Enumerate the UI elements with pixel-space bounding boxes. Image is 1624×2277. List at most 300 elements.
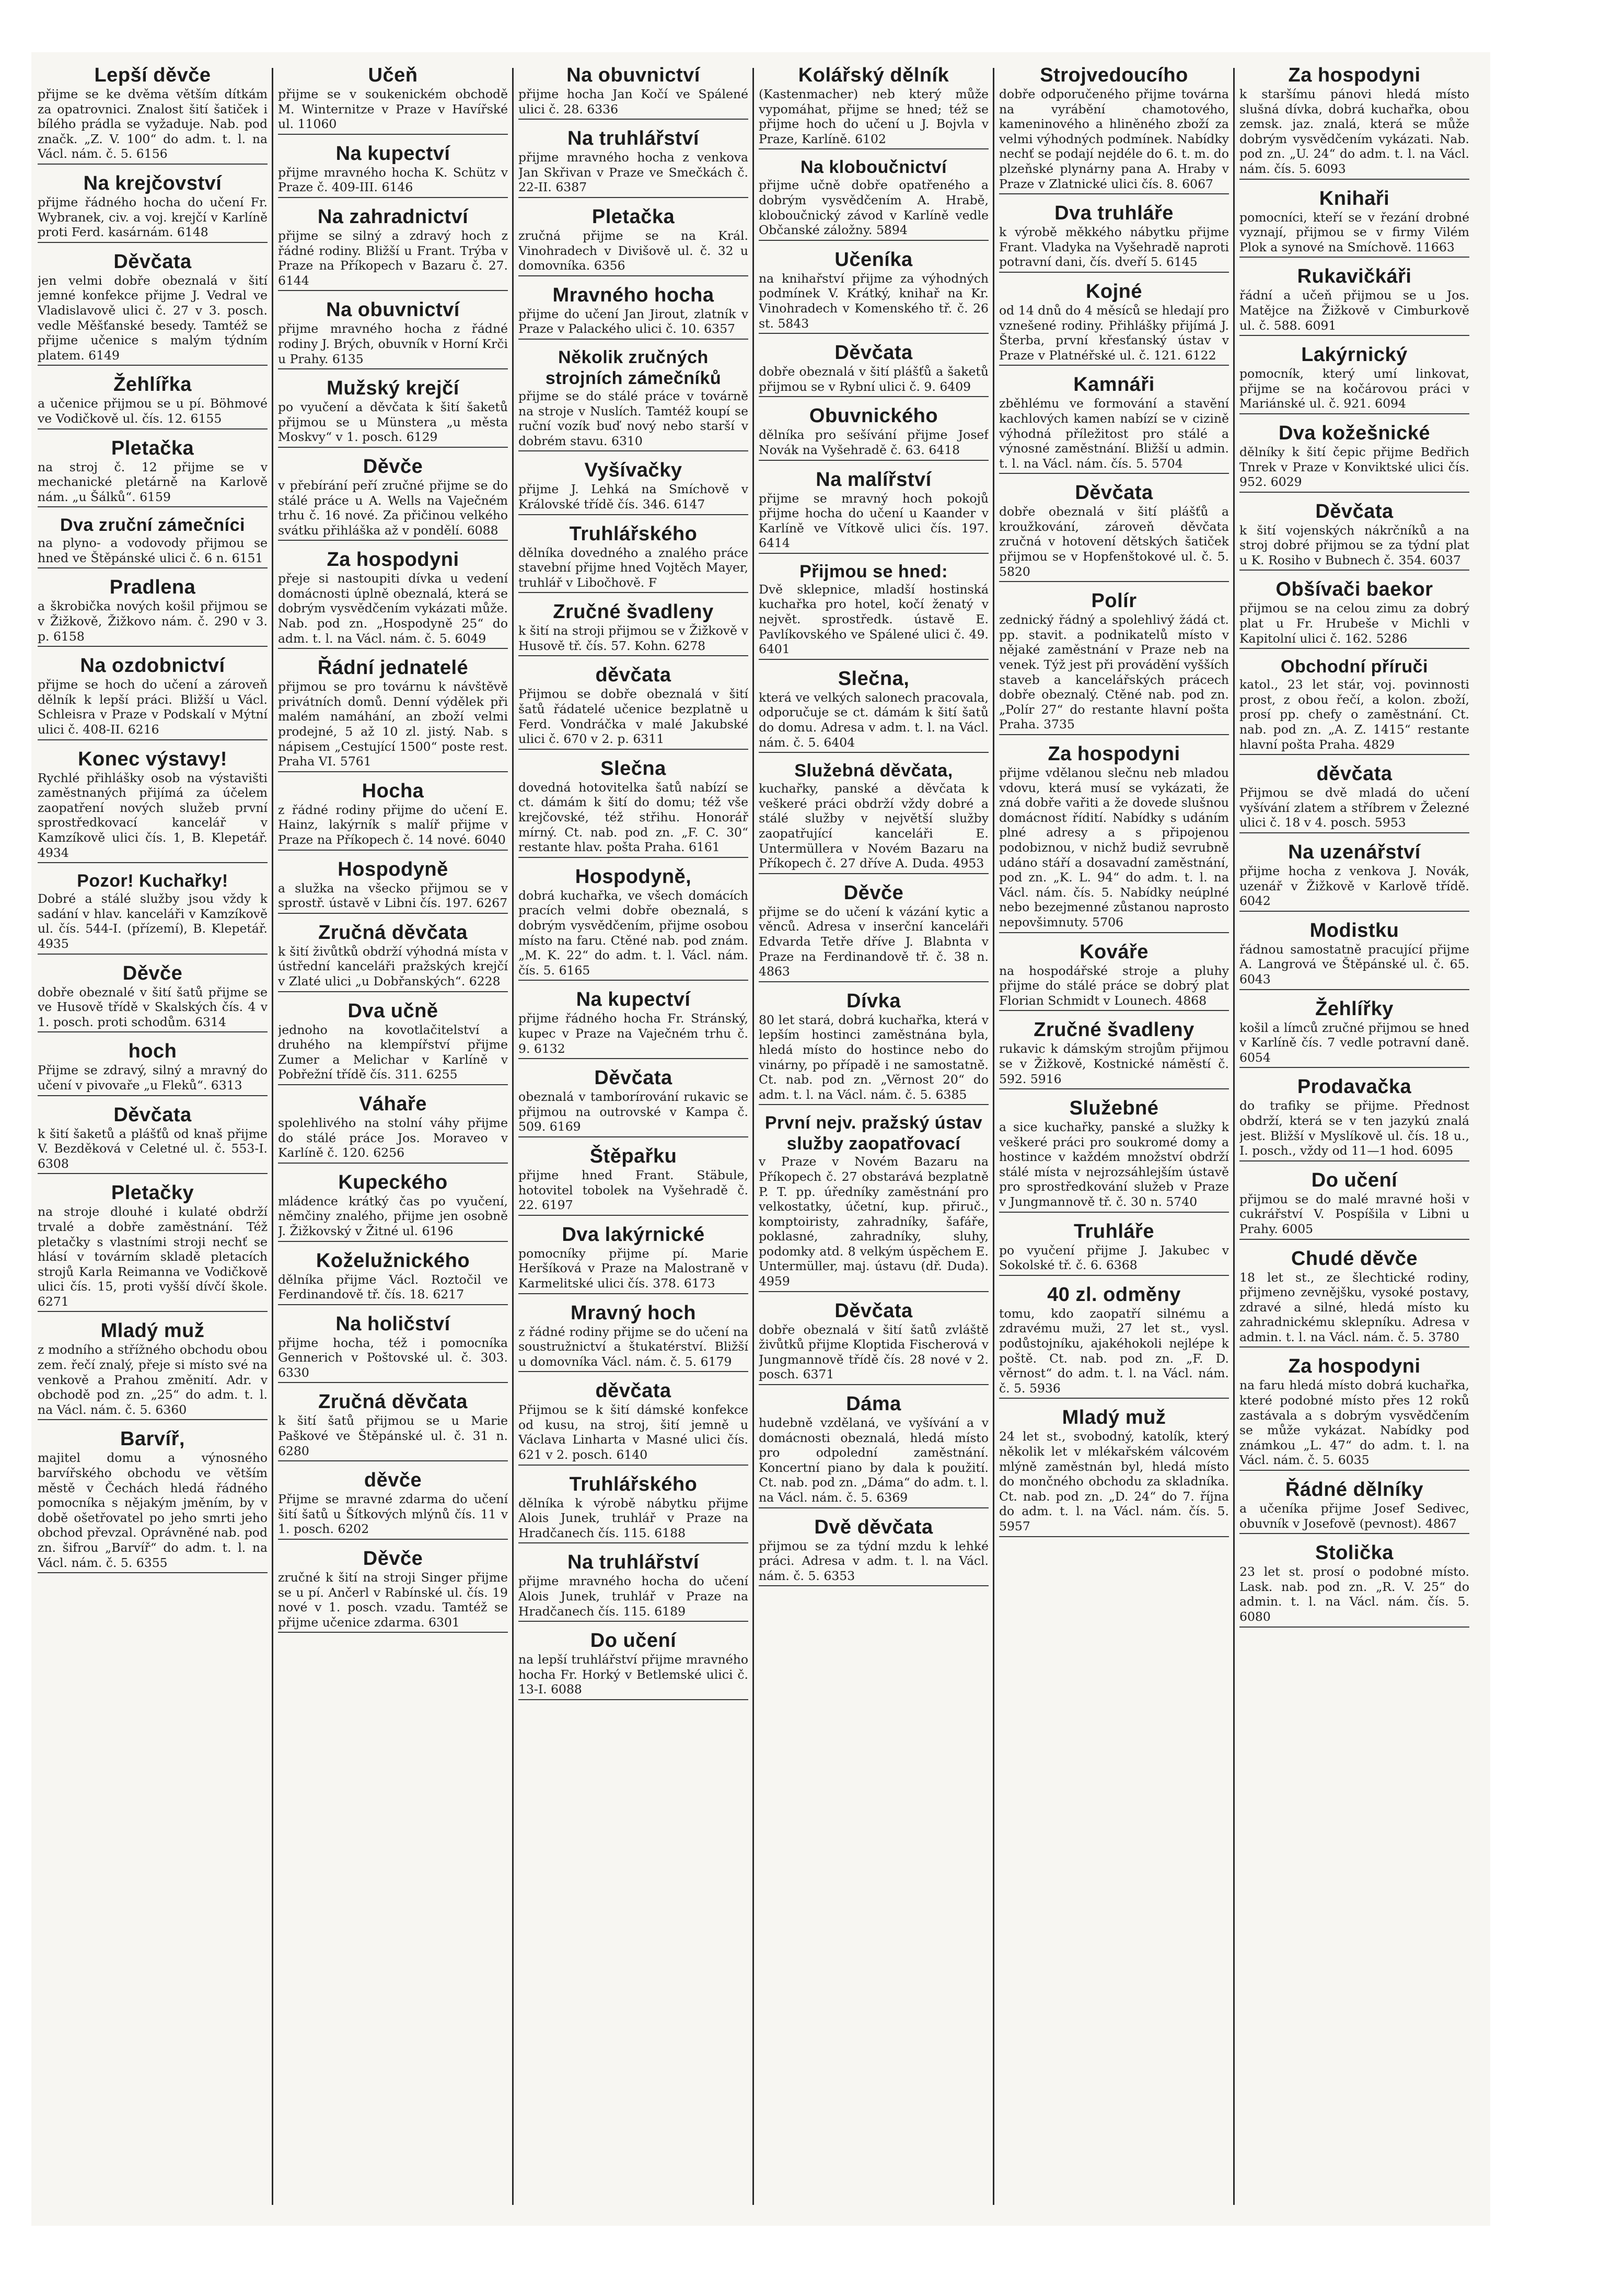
classified-ad: [518, 459, 748, 515]
ad-divider: [278, 540, 508, 541]
ad-text: Dobré a stálé služby jsou vždy k sadání v hlav. kanceláři v Kamzíkově ul. čís. 544-I. (přízemí), B. Klepetář. 4935: [38, 891, 268, 951]
ad-divider: [518, 514, 748, 515]
ad-divider: [38, 1572, 268, 1573]
ad-text: přijme učně dobře opatřeného a dobrým vysvědčením A. Hrabě, kloboučnický závod v Karlíně vedle Občanské záložny. 5894: [759, 178, 989, 238]
ad-text: od 14 dnů do 4 měsíců se hledají pro vznešené rodiny. Přihlášky přijímá J. Šterba, první křesťanský ústav v Praze v Platnéřské ul. č. 121. 6122: [999, 303, 1229, 363]
ad-divider: [1239, 1470, 1469, 1471]
classified-ad: [999, 280, 1229, 366]
ad-text: která ve velkých salonech pracovala, odporučuje se ct. dámám k šití šatů do domu. Adresa v adm. t. l. na Václ. nám. č. 5. 6404: [759, 690, 989, 750]
ad-heading: Na holičství: [335, 1312, 450, 1335]
ad-heading: Dva zruční zámečníci: [60, 515, 245, 536]
classified-ad: [38, 1181, 268, 1312]
ad-heading: Za hospodyni: [1288, 1355, 1421, 1378]
ad-divider: [518, 1621, 748, 1622]
ad-heading: Dáma: [846, 1393, 901, 1415]
ad-text: Přijmou se dvě mladá do učení vyšívání zlatem a stříbrem v Železné ulici č. 18 v 4. posch. 5953: [1239, 785, 1469, 830]
ad-divider: [1239, 911, 1469, 912]
ad-text: košil a límců zručné přijmou se hned v Karlíně čís. 7 vedle potravní daně. 6054: [1239, 1020, 1469, 1065]
classified-ad: [759, 881, 989, 982]
classified-ad: [999, 589, 1229, 735]
ad-text: přijme řádného hocha do učení Fr. Wybranek, civ. a voj. krejčí v Karlíně proti Ferd. kasárnám. 6148: [38, 194, 268, 240]
classified-ad: [999, 1283, 1229, 1399]
ad-text: na stroje dlouhé i kulaté obdrží trvalé a dobře zaměstnání. Též pletačky s vlastními stroji nechť se hlásí v továrním skladě pletacích strojů Karla Reimanna ve Vodičkově ulici čís. 15, proti vyšší dívčí škole. 6271: [38, 1204, 268, 1309]
ad-divider: [38, 739, 268, 740]
ad-divider: [278, 771, 508, 772]
ad-text: spolehlivého na stolní váhy přijme do stálé práce Jos. Moraveo v Karlíně č. 120. 6256: [278, 1115, 508, 1160]
ad-divider: [1239, 179, 1469, 180]
ad-heading: Žehlířky: [1315, 997, 1394, 1020]
ad-heading: Dva lakýrnické: [562, 1223, 705, 1246]
ad-divider: [999, 1010, 1229, 1011]
ad-divider: [38, 506, 268, 507]
ad-text: dělníka dovedného a znalého práce stavební přijme hned Vojtěch Mayer, truhlář v Libočhově. F: [518, 545, 748, 590]
ad-text: na lepší truhlářství přijme mravného hocha Fr. Horký v Betlemské ulici č. 13-I. 6088: [518, 1652, 748, 1697]
ad-heading: Stolička: [1315, 1542, 1394, 1564]
ad-text: dělníka pro sešívání přijme Josef Novák na Vyšehradě č. 63. 6418: [759, 427, 989, 457]
ad-divider: [38, 365, 268, 366]
ad-heading: Děvčata: [834, 1299, 913, 1322]
column-rule: [1233, 68, 1235, 2205]
ad-text: dělníka přijme Václ. Roztočil ve Ferdinandově tř. čís. 18. 6217: [278, 1272, 508, 1302]
classified-ad: [759, 1112, 989, 1292]
ad-text: z řádné rodiny přijme se do učení na soustružnictví a štukatérství. Bližší u domovníka Václ. nám. č. 5. 6179: [518, 1324, 748, 1369]
ad-text: řádní a učeň přijmou se u Jos. Matějce na Žižkově v Cimburkově ul. č. 588. 6091: [1239, 288, 1469, 333]
classified-ad: [1239, 422, 1469, 493]
ad-text: řádnou samostatně pracující přijme A. Langrová ve Štěpánské ul. č. 65. 6043: [1239, 942, 1469, 986]
classified-ad: [518, 1302, 748, 1373]
ad-divider: [999, 193, 1229, 194]
classified-ad: [518, 127, 748, 198]
ad-divider: [518, 339, 748, 340]
column-rule: [993, 68, 994, 2205]
classified-ad: [278, 1312, 508, 1384]
classified-ad: [38, 437, 268, 508]
ad-divider: [999, 581, 1229, 582]
classified-ad: [1239, 762, 1469, 833]
classified-ad: [999, 1097, 1229, 1213]
classified-ad: [278, 921, 508, 992]
classified-ad: [759, 667, 989, 753]
ad-text: jen velmi dobře obeznalá v šití jemné konfekce přijme J. Vedral ve Vladislavově ulici č. 27 v 3. posch. vedle Měšťanské besedy. Tamtéž se přijme učenice s malým týdním platem. 6149: [38, 273, 268, 363]
ad-text: přijme se do stálé práce v továrně na stroje v Nuslích. Tamtéž koupí se ruční vozík buď nový nebo starší v dobrém stavu. 6310: [518, 388, 748, 448]
ad-heading: Služebné: [1069, 1097, 1159, 1120]
classified-ad: [38, 1103, 268, 1175]
ad-text: (Kastenmacher) neb který může vypomáhat, přijme se hned; též se přijme hoch do učení u J. Bojvla v Praze, Karlíně. 6102: [759, 87, 989, 146]
ad-divider: [38, 1095, 268, 1096]
ad-text: do trafiky se přijme. Přednost obdrží, která se v ten jazykú znalá jest. Bližší v Myslíkově ul. čís. 18 u., I. posch., vždy od 11—1 hod. 6095: [1239, 1098, 1469, 1158]
ad-divider: [278, 1632, 508, 1633]
ad-divider: [518, 1465, 748, 1466]
ad-heading: Na krejčovství: [83, 172, 222, 194]
ad-heading: Služebná děvčata,: [794, 761, 953, 781]
classified-ad: [759, 341, 989, 397]
classified-ad: [278, 1093, 508, 1164]
ad-heading: Dívka: [846, 990, 901, 1012]
classified-ad: [1239, 578, 1469, 649]
ad-divider: [759, 1507, 989, 1508]
ad-text: přijme se silný a zdravý hoch z řádné rodiny. Bližší u Frant. Trýba v Praze na Příkopech v Bazaru č. 27. 6144: [278, 228, 508, 288]
ad-divider: [759, 1291, 989, 1292]
classified-ad: [518, 205, 748, 276]
ad-divider: [278, 991, 508, 992]
ad-heading: Pozor! Kuchařky!: [77, 871, 228, 891]
ad-divider: [518, 1371, 748, 1372]
classified-ad: [38, 1427, 268, 1573]
ad-text: dobře odporučeného přijme továrna na vyrábění chamotového, kameninového a hliněného zboží za velmi výhodných podmínek. Nabídky nechť se podají nejdéle do 6. t. m. do plzeňské plynárny pana A. Hraby v Praze v Zlatnické ulici čís. 8. 6067: [999, 87, 1229, 191]
ad-divider: [759, 1104, 989, 1105]
ad-heading: Pletačky: [111, 1182, 194, 1204]
ad-text: přijme se ke dvěma větším dítkám za opatrovnici. Znalost šití šatiček i bílého prádla se vyžaduje. Nab. pod značk. „Z. V. 100“ do adm. t. l. na Václ. nám. č. 5. 6156: [38, 87, 268, 161]
ad-divider: [278, 913, 508, 914]
ad-heading: Na truhlářství: [567, 1551, 699, 1574]
ad-heading: Lepší děvče: [94, 64, 211, 86]
ad-divider: [38, 242, 268, 243]
ad-divider: [518, 655, 748, 656]
classified-ad: [1239, 1478, 1469, 1534]
ad-heading: děvčata: [595, 664, 671, 687]
ad-text: k šití vojenských nákrčníků a na stroj dobré přijmou se za týdní plat u K. Rosiho v Bubnech č. 354. 6037: [1239, 522, 1469, 567]
ad-divider: [518, 1699, 748, 1700]
ad-text: přijme se do učení k vázání kytic a věnců. Adresa v inserční kanceláři Edvarda Tetře dříve J. Blabnta v Praze na Ferdinandově tř. č. 38 n. 4863: [759, 904, 989, 979]
ad-divider: [278, 447, 508, 448]
ad-text: 18 let st., ze šlechtické rodiny, přijmeno zevnějšku, vysoké postavy, zdravé a silné, hledá místo ku zahradnickému sklepníku. Adresa v admin. t. l. na Václ. nám. č. 5. 3780: [1239, 1270, 1469, 1344]
ad-divider: [759, 396, 989, 397]
classified-ad: [1239, 1355, 1469, 1471]
ad-text: přijme mravného hocha K. Schütz v Praze č. 409-III. 6146: [278, 165, 508, 195]
ad-heading: Děvče: [122, 962, 183, 984]
ad-text: a škrobička nových košil přijmou se v Žižkově, Žižkovo nám. č. 290 v 3. p. 6158: [38, 599, 268, 644]
ad-heading: Děvčata: [594, 1067, 672, 1089]
classified-ad: [278, 548, 508, 649]
classified-ad: [1239, 265, 1469, 336]
ad-text: Rychlé přihlášky osob na výstavišti zaměstnaných přijímá za účelem zaopatření nových služeb první sprostředkovací kancelář v Kamzíkově ulici čís. 1, B. Klepetář. 4934: [38, 770, 268, 860]
ad-divider: [1239, 335, 1469, 336]
ad-divider: [518, 980, 748, 981]
ad-heading: Děvčata: [1315, 500, 1394, 522]
ad-text: v Praze v Novém Bazaru na Příkopech č. 27 obstarává bezplatně P. T. pp. úředníky zaměstnání pro velkostatky, účetní, kup. přiruč., komptoiristy, zahradníky, šafáře, poklasné, zahradníky, sluhy, podomky atd. 8 velkým úspěchem E. Untermüller, maj. ústavu (dř. Duda). 4959: [759, 1154, 989, 1289]
ad-text: Přijme se mravné zdarma do učení šití šatů u Šítkových mlýnů čís. 11 v 1. posch. 6202: [278, 1492, 508, 1537]
ad-text: k staršímu pánovi hledá místo slušná dívka, dobrá kuchařka, obou zemsk. jaz. znalá, která se může dobrým vysvědčením vykázati. Nab. pod zn. „U. 24“ do adm. t. l. na Václ. nám. čís. 5. 6093: [1239, 87, 1469, 176]
ad-heading: Zručné švadleny: [553, 601, 714, 623]
ad-text: dobře obeznalá v šití šatů zvláště živůtků přijme Kloptida Fischerová v Jungmannově třídě čís. 28 nové v 2. posch. 6371: [759, 1322, 989, 1382]
classified-ad: [759, 1516, 989, 1587]
classified-ad: [38, 962, 268, 1033]
classified-ad: [38, 654, 268, 740]
ad-text: přijme do učení Jan Jirout, zlatník v Praze v Palackého ulici č. 10. 6357: [518, 306, 748, 336]
ad-text: jednoho na kovotlačitelství a druhého na klempířství přijme Zumer a Melichar v Karlíně v Pobřežní třídě čís. 311. 6255: [278, 1022, 508, 1082]
ad-heading: děvčata: [1316, 763, 1393, 785]
classified-ad: [999, 1018, 1229, 1089]
ad-heading: Mravný hoch: [571, 1302, 696, 1324]
ad-heading: Řádní jednatelé: [317, 657, 469, 679]
ad-heading: První nejv. pražský ústav služby zaopatřovací: [764, 1113, 983, 1154]
classified-ad: [999, 202, 1229, 273]
ad-text: k šití šatů přijmou se u Marie Paškové ve Štěpánské ul. č. 31 n. 6280: [278, 1413, 508, 1458]
ad-heading: Štěpařku: [589, 1145, 677, 1167]
classified-ad: [278, 858, 508, 914]
classified-ad: [278, 205, 508, 291]
ad-divider: [278, 1241, 508, 1242]
ad-heading: Konec výstavy!: [78, 748, 227, 770]
ad-text: přijme mravného hocha z venkova Jan Skřivan v Praze ve Smečkách č. 22-II. 6387: [518, 150, 748, 195]
classified-ad: [518, 64, 748, 120]
classified-ad: [38, 373, 268, 429]
ad-text: k šití na stroji přijmou se v Žižkově v Husově tř. čís. 57. Kohn. 6278: [518, 623, 748, 653]
classified-ad: [518, 1551, 748, 1622]
ad-text: zručná přijme se na Král. Vinohradech v Divišově ul. č. 32 u domovníka. 6356: [518, 228, 748, 273]
classified-ad: [518, 1145, 748, 1216]
ad-divider: [1239, 989, 1469, 990]
classified-ad: [518, 1223, 748, 1294]
ad-divider: [1239, 1239, 1469, 1240]
ad-heading: Kojné: [1085, 280, 1143, 303]
classified-ad: [278, 377, 508, 448]
ad-divider: [518, 275, 748, 276]
ad-divider: [1239, 1160, 1469, 1161]
classified-ad: [759, 760, 989, 874]
classified-ad: [38, 1040, 268, 1096]
classified-ad: [1239, 1169, 1469, 1240]
classified-ad: [759, 1392, 989, 1508]
classified-ad: [518, 1473, 748, 1544]
classified-ad: [999, 64, 1229, 194]
ad-text: hudebně vzdělaná, ve vyšívání a v domácnosti obeznalá, hledá místo pro odpolední zaměstnání. Koncertní piano by dala k použití. Ct. nab. pod zn. „Dáma“ do adm. t. l. na Václ. nám. č. 5. 6369: [759, 1415, 989, 1505]
ad-divider: [518, 1136, 748, 1137]
ad-heading: Hospodyně: [338, 858, 448, 880]
classified-ad: [278, 298, 508, 369]
ad-heading: Na truhlářství: [567, 127, 699, 150]
newspaper-page: [31, 52, 1490, 2226]
ad-heading: Zručné švadleny: [1034, 1019, 1194, 1041]
classified-ad: [278, 1171, 508, 1242]
ad-text: přijme vdělanou slečnu neb mladou vdovu, která musí se vykázati, že zná dobře vařiti a že dovede slušnou domácnost řídití. Nabídky s udáním plné adresy a s připojenou podobiznou, v nichž budiž sevrubně udáno stáří a dosavadní zaměstnání, pod zn. „K. L. 94“ do adm. t. l. na Václ. nám. čís. 5. Nabídky neúplné nebo bezejmenné zůstanou naprosto nepovšimnuty. 5706: [999, 765, 1229, 930]
ad-divider: [38, 862, 268, 863]
ad-divider: [999, 1212, 1229, 1213]
classified-ad: [518, 1066, 748, 1137]
ad-heading: Koželužnického: [316, 1249, 470, 1272]
ad-divider: [518, 857, 748, 858]
ad-heading: Barvíř,: [120, 1428, 185, 1450]
classified-ad: [999, 373, 1229, 474]
ad-text: 24 let st., svobodný, katolík, který několik let v mlékařském válcovém mlýně zaměstnán byl, hledá místo do mončného obchodu za skladníka. Ct. nab. pod zn. „D. 24“ do 7. října do adm. t. l. na Václ. nám. čís. 5. 5957: [999, 1429, 1229, 1534]
column-rule: [512, 68, 514, 2205]
ad-text: k šití živůtků obdrží výhodná místa v ústřední kanceláři pražských krejčí v Zlaté ulici „u Dobřanských“. 6228: [278, 944, 508, 989]
ad-text: po vyučení přijme J. Jakubec v Sokolské tř. č. 6. 6368: [999, 1242, 1229, 1273]
ad-heading: Za hospodyni: [1048, 743, 1180, 765]
classified-ad: [518, 284, 748, 340]
classified-ad: [38, 1319, 268, 1420]
ad-text: přijme hned Frant. Stäbule, hotovitel tobolek na Vyšehradě č. 22. 6197: [518, 1167, 748, 1213]
ad-divider: [278, 1539, 508, 1540]
ad-heading: Prodavačka: [1297, 1076, 1412, 1098]
ad-heading: Na kupectví: [335, 142, 450, 165]
ad-heading: Hocha: [362, 780, 424, 802]
ad-text: přijme mravného hocha do učení Alois Junek, truhlář v Praze na Hradčanech čís. 115. 6189: [518, 1574, 748, 1619]
classified-ad: [759, 561, 989, 660]
classified-ad: [999, 1406, 1229, 1537]
ad-divider: [759, 752, 989, 753]
ad-text: dobře obeznalé v šití šatů přijme se ve Husově třídě v Skalských čís. 4 v 1. posch. proti schodům. 6314: [38, 984, 268, 1029]
ad-text: přijme řádného hocha Fr. Stránský, kupec v Praze na Vaječném trhu č. 9. 6132: [518, 1011, 748, 1056]
ad-text: z modního a střížného obchodu obou zem. řečí znalý, přeje si místo své na venkově a Prahou změnití. Adr. v obchodě pod zn. „25“ do adm. t. l. na Václ. nám. č. 5. 6360: [38, 1342, 268, 1417]
classified-ad: [759, 404, 989, 460]
ad-heading: děvčata: [595, 1380, 671, 1402]
ad-heading: Váhaře: [359, 1093, 427, 1115]
ad-heading: Pletačka: [111, 437, 194, 459]
ad-divider: [999, 1536, 1229, 1537]
ad-heading: Kamnáři: [1073, 374, 1155, 396]
ad-text: k výrobě měkkého nábytku přijme Frant. Vladyka na Vyšehradě naproti potravní dani, čís. dveří 5. 6145: [999, 225, 1229, 270]
classified-ad: [278, 455, 508, 541]
classified-ad: [1239, 997, 1469, 1068]
ad-heading: Polír: [1091, 590, 1137, 612]
ad-divider: [759, 460, 989, 461]
ad-heading: Děvčata: [834, 342, 913, 364]
ad-text: na stroj č. 12 přijme se v mechanické pletárně na Karlově nám. „u Šálků“. 6159: [38, 459, 268, 504]
ad-text: na faru hledá místo dobrá kuchařka, které podobné místo přes 12 roků zastávala a s dobrým vysvědčením se může vykázat. Nabídky pod známkou „L. 47“ do adm. t. l. na Václ. nám. č. 5. 6035: [1239, 1378, 1469, 1468]
classified-ad: [759, 468, 989, 554]
classified-ad: [518, 757, 748, 858]
ad-heading: Do učení: [590, 1630, 677, 1652]
ad-heading: Několik zručných strojních zámečníků: [545, 347, 722, 388]
ad-text: k šití šaketů a plášťů od knaš přijme V. Bezděková v Celetné ul. č. 553-I. 6308: [38, 1126, 268, 1171]
ad-heading: Modistku: [1309, 919, 1399, 942]
ad-divider: [999, 1275, 1229, 1276]
ad-text: Přijmou se dobře obeznalá v šití šatů řádatelé učenice bezplatně u Ferd. Vondráčka v malé Jakubské ulici č. 670 v 2. p. 6311: [518, 687, 748, 747]
ad-divider: [278, 648, 508, 649]
ad-text: na knihařství přijme za výhodných podmínek V. Krátký, knihař na Kr. Vinohradech v Komenského tř. č. 26 st. 5843: [759, 271, 989, 331]
column-rule: [272, 68, 273, 2205]
ad-heading: Zručná děvčata: [318, 1391, 468, 1413]
classified-ad: [518, 1379, 748, 1465]
classified-ad: [278, 1390, 508, 1461]
classified-ad: [38, 515, 268, 568]
ad-heading: Obšívači baekor: [1275, 578, 1433, 601]
ad-heading: Slečna,: [838, 667, 910, 690]
ad-divider: [999, 473, 1229, 474]
ad-text: tomu, kdo zaopatří silnému a zdravému muži, 27 let st., vysl. podůstojníku, ajakéhokoli nejlépe k poště. Ct. nab. pod zn. „F. D. věrnost“ do adm. t. l. na Václ. nám. č. 5. 5936: [999, 1306, 1229, 1396]
ad-text: na hospodářské stroje a pluhy přijme do stálé práce se dobrý plat Florian Schmidt v Lounech. 4868: [999, 963, 1229, 1008]
ad-divider: [518, 1293, 748, 1294]
ad-divider: [1239, 648, 1469, 649]
ad-divider: [278, 1084, 508, 1085]
ad-divider: [759, 148, 989, 149]
ad-divider: [999, 1088, 1229, 1089]
classified-ad: [278, 1000, 508, 1085]
classified-ad: [1239, 187, 1469, 258]
ad-heading: Děvče: [363, 1548, 423, 1570]
ad-text: Přijmou se k šití dámské konfekce od kusu, na stroj, šití jemně u Václava Linharta v Masné ulici čís. 621 v 2. posch. 6140: [518, 1402, 748, 1462]
ad-text: přijme hocha z venkova J. Novák, uzenář v Žižkově v Karlově třídě. 6042: [1239, 864, 1469, 909]
classified-ad: [518, 988, 748, 1059]
ad-heading: Na obuvnictví: [326, 299, 460, 321]
ad-divider: [759, 1585, 989, 1586]
ad-divider: [1239, 1067, 1469, 1068]
ad-heading: Hospodyně,: [575, 865, 692, 888]
ad-divider: [999, 365, 1229, 366]
ad-divider: [278, 850, 508, 851]
classified-ad: [518, 1629, 748, 1700]
ad-divider: [38, 567, 268, 568]
ad-divider: [278, 197, 508, 198]
ad-heading: Kolářský dělník: [798, 64, 949, 86]
classified-ad: [518, 522, 748, 594]
column-rule: [752, 68, 754, 2205]
ad-heading: Truhlářského: [569, 1473, 698, 1495]
ad-heading: Na zahradnictví: [317, 205, 469, 228]
classified-ad: [999, 940, 1229, 1012]
ad-text: a učeníka přijme Josef Sedivec, obuvník v Josefově (pevnost). 4867: [1239, 1501, 1469, 1531]
classified-ad: [38, 172, 268, 243]
ad-heading: Na ozdobnictví: [80, 655, 225, 677]
ad-heading: Pradlena: [109, 576, 196, 599]
classified-ad: [1239, 1075, 1469, 1161]
ad-heading: Dva truhláře: [1054, 202, 1174, 225]
ad-text: 80 let stará, dobrá kuchařka, která v lepším hostinci zaměstnána byla, hledá místo do hostince nebo do vinárny, po případě i ne samostatně. Ct. nab. pod zn. „Věrnost 20“ do adm. t. l. na Václ. nám. č. 5. 6385: [759, 1012, 989, 1102]
ad-heading: Dva kožešnické: [1278, 422, 1431, 444]
ad-heading: Na malířství: [816, 468, 932, 491]
ad-heading: Truhláře: [1074, 1220, 1154, 1242]
ad-text: zednický řádný a spolehlivý žádá ct. pp. stavit. a podnikatelů místo v nějaké zaměstnání v Praze neb na venek. Týž jest při provádění vyšších staveb a kancelářských prácech dobře obeznalý. Ctěné nab. pod zn. „Polír 27“ do restante hlavní pošta Praha. 3735: [999, 612, 1229, 732]
ad-divider: [759, 873, 989, 874]
ad-divider: [278, 1382, 508, 1383]
ad-column-5: [999, 64, 1229, 2211]
ad-heading: Žehlířka: [113, 374, 192, 396]
ad-divider: [759, 553, 989, 554]
classified-ad: [1239, 64, 1469, 180]
classified-ad: [759, 64, 989, 149]
classified-ad: [759, 1299, 989, 1385]
classified-ad: [1239, 1541, 1469, 1627]
classified-ad: [38, 870, 268, 954]
ad-divider: [999, 734, 1229, 735]
classified-ad: [518, 347, 748, 451]
ad-column-2: [278, 64, 508, 2211]
ad-divider: [1239, 1346, 1469, 1347]
ad-heading: Mladý muž: [1062, 1407, 1166, 1429]
ad-heading: Obuvnického: [809, 405, 938, 427]
ad-divider: [278, 1460, 508, 1461]
ad-text: v přebírání peří zručné přijme se do stálé práce u A. Wells na Vaječném trhu č. 16 nové. Za přičinou velkého svátku přihláška až v pondělí. 6088: [278, 478, 508, 538]
classified-ad: [1239, 919, 1469, 990]
classified-ad: [1239, 1247, 1469, 1348]
ad-heading: Rukavičkáři: [1297, 265, 1412, 288]
classified-ad: [759, 248, 989, 334]
ad-divider: [38, 428, 268, 429]
ad-divider: [1239, 754, 1469, 755]
ad-text: přijme se hoch do učení a zároveň dělník k lepší práci. Bližší u Václ. Schleisra v Praze v Podskalí v Mýtní ulici č. 408-II. 6216: [38, 677, 268, 737]
ad-divider: [38, 646, 268, 647]
ad-text: přijme hocha, též i pomocníka Gennerich v Poštovské ul. č. 303. 6330: [278, 1335, 508, 1380]
ad-divider: [518, 197, 748, 198]
ad-divider: [278, 134, 508, 135]
ad-divider: [1239, 832, 1469, 833]
ad-heading: Strojvedoucího: [1040, 64, 1188, 86]
classified-ad: [759, 157, 989, 240]
classified-ad: [278, 1547, 508, 1633]
classified-ad: [278, 64, 508, 135]
ad-text: po vyučení a děvčata k šití šaketů přijmou se u Münstera „u města Moskvy“ v 1. posch. 6129: [278, 400, 508, 445]
ad-text: přijme se mravný hoch pokojů přijme hocha do učení u Kaander v Karlíně ve Vítkově ulici čís. 197. 6414: [759, 491, 989, 551]
ad-text: katol., 23 let stár, voj. povinnosti prost, z obou řečí, a kolon. zboží, prosí pp. chefy o zaměstnání. Ct. nab. pod zn. „A. Z. 1415“ restante hlavní pošta Praha. 4829: [1239, 677, 1469, 752]
ad-text: dělníky k šití čepic přijme Bedřich Tnrek v Praze v Konviktské ulici čís. 952. 6029: [1239, 444, 1469, 490]
ad-text: přijme hocha Jan Kočí ve Spálené ulici č. 28. 6336: [518, 87, 748, 117]
ad-text: dělníka k výrobě nábytku přijme Alois Junek, truhlář v Praze na Hradčanech čís. 115. 6188: [518, 1495, 748, 1540]
classified-ad: [278, 656, 508, 772]
ad-text: rukavic k dámským strojům přijmou se v Žižkově, Kostnické náměstí č. 592. 5916: [999, 1041, 1229, 1086]
ad-heading: Pletačka: [591, 205, 675, 228]
ad-divider: [1239, 1533, 1469, 1534]
